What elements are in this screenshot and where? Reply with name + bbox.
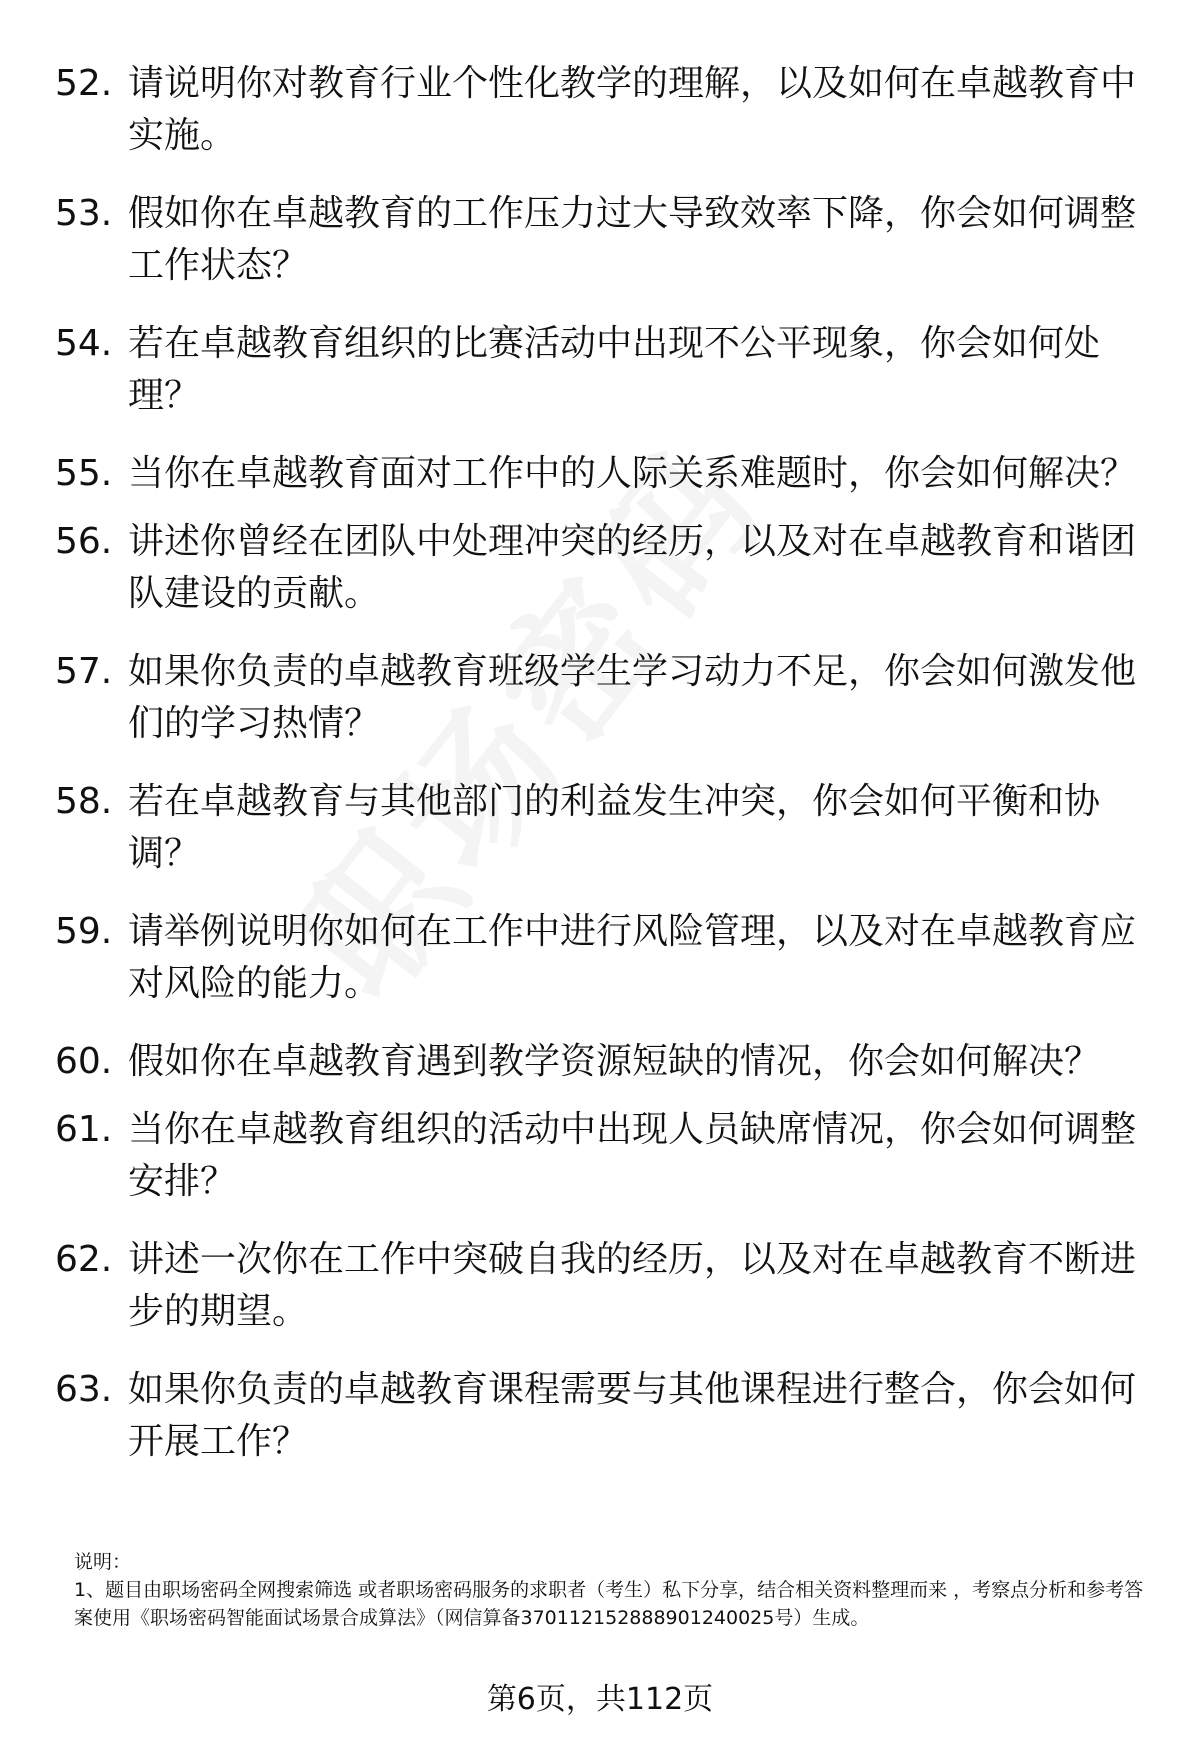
list-item	[0, 516, 1200, 646]
list-item	[0, 646, 1200, 776]
question-text: 若在卓越教育与其他部门的利益发生冲突，你会如何平衡和协调？	[128, 781, 1101, 874]
question-number: 53.	[55, 193, 113, 234]
question-text: 假如你在卓越教育遇到教学资源短缺的情况，你会如何解决？	[128, 1041, 1101, 1082]
question-text: 当你在卓越教育组织的活动中出现人员缺席情况，你会如何调整安排？	[128, 1109, 1137, 1202]
question-list	[0, 58, 1200, 1494]
list-item	[0, 776, 1200, 906]
question-number: 57.	[55, 651, 113, 692]
question-number: 63.	[55, 1369, 113, 1410]
question-number: 62.	[55, 1239, 113, 1280]
list-item	[0, 906, 1200, 1036]
question-text: 讲述你曾经在团队中处理冲突的经历，以及对在卓越教育和谐团队建设的贡献。	[128, 521, 1137, 614]
list-item	[0, 1036, 1200, 1104]
list-item	[0, 1234, 1200, 1364]
question-text: 讲述一次你在工作中突破自我的经历，以及对在卓越教育不断进步的期望。	[128, 1239, 1137, 1332]
question-text: 若在卓越教育组织的比赛活动中出现不公平现象，你会如何处理？	[128, 323, 1101, 416]
list-item	[0, 188, 1200, 318]
question-number: 54.	[55, 323, 113, 364]
question-number: 55.	[55, 453, 113, 494]
list-item	[0, 448, 1200, 516]
list-item	[0, 318, 1200, 448]
question-number: 59.	[55, 911, 113, 952]
page-number: 第6页，共112页	[486, 1682, 714, 1717]
list-item	[0, 1104, 1200, 1234]
question-text: 假如你在卓越教育的工作压力过大导致效率下降，你会如何调整工作状态？	[128, 193, 1137, 286]
question-number: 61.	[55, 1109, 113, 1150]
question-text: 如果你负责的卓越教育班级学生学习动力不足，你会如何激发他们的学习热情？	[128, 651, 1137, 744]
list-item	[0, 1364, 1200, 1494]
question-text: 请说明你对教育行业个性化教学的理解，以及如何在卓越教育中实施。	[128, 63, 1137, 156]
question-number: 56.	[55, 521, 113, 562]
notes-body: 1、题目由职场密码全网搜索筛选 或者职场密码服务的求职者（考生）私下分享，结合相关资料整理而来 ，考察点分析和参考答案使用《职场密码智能面试场景合成算法》（网信算备370112152888901240025号）生成。	[74, 1579, 1144, 1629]
question-number: 60.	[55, 1041, 113, 1082]
question-text: 请举例说明你如何在工作中进行风险管理，以及对在卓越教育应对风险的能力。	[128, 911, 1137, 1004]
question-text: 如果你负责的卓越教育课程需要与其他课程进行整合，你会如何开展工作？	[128, 1369, 1137, 1462]
list-item	[0, 58, 1200, 188]
question-number: 52.	[55, 63, 113, 104]
notes-heading: 说明：	[74, 1551, 132, 1573]
question-text: 当你在卓越教育面对工作中的人际关系难题时，你会如何解决？	[128, 453, 1137, 494]
question-number: 58.	[55, 781, 113, 822]
notes-section	[74, 1548, 1154, 1632]
